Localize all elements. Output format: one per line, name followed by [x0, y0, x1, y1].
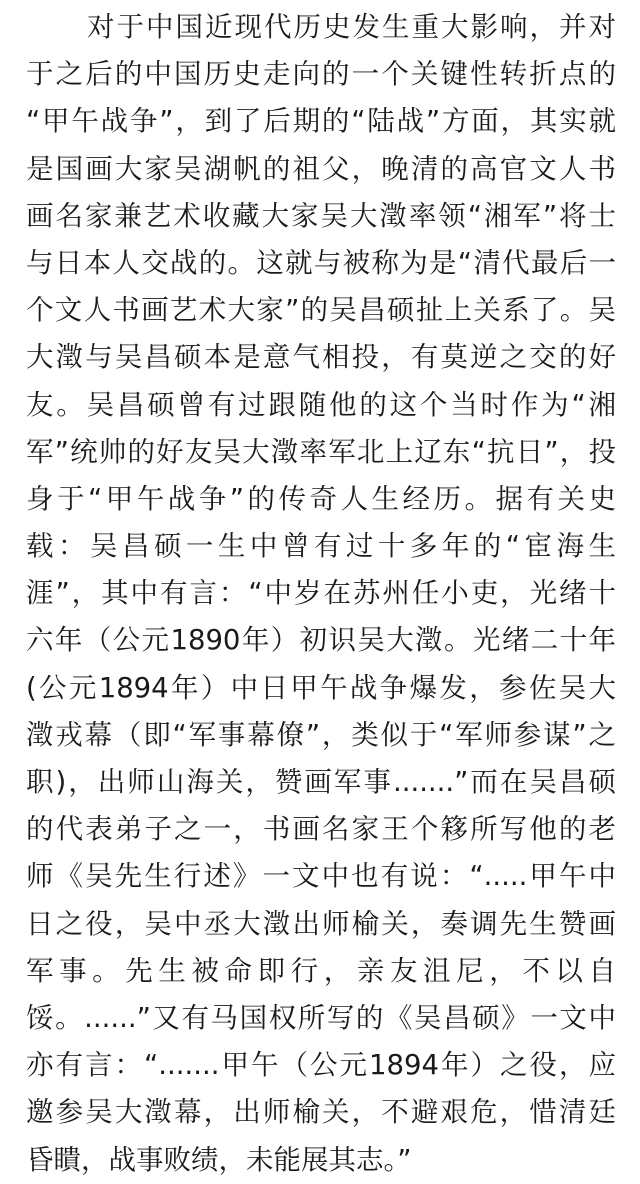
text-line: 个文人书画艺术大家”的吴昌硕扯上关系了。吴	[26, 294, 616, 327]
text-line: 与日本人交战的。这就与被称为是“清代最后一	[26, 246, 616, 279]
text-line: 军”统帅的好友吴大澂率军北上辽东“抗日”，投	[26, 435, 616, 468]
article-body	[26, 4, 616, 1184]
text-line: 身于“甲午战争”的传奇人生经历。据有关史	[26, 482, 616, 515]
text-line: 载：吴昌硕一生中曾有过十多年的“宦海生	[26, 530, 616, 563]
text-line: 六年（公元1890年）初识吴大澂。光绪二十年	[26, 624, 616, 657]
text-line: 昏瞶，战事败绩，未能展其志。”	[26, 1143, 412, 1176]
text-line: 友。吴昌硕曾有过跟随他的这个当时作为“湘	[26, 388, 616, 421]
text-line: 大澂与吴昌硕本是意气相投，有莫逆之交的好	[26, 341, 616, 374]
text-line: 于之后的中国历史走向的一个关键性转折点的	[26, 58, 616, 91]
text-line: (公元1894年）中日甲午战争爆发，参佐吴大	[26, 671, 616, 704]
text-line: 职)，出师山海关，赞画军事.......”而在吴昌硕	[26, 766, 616, 798]
text-line: 亦有言：“.......甲午（公元1894年）之役，应	[26, 1049, 616, 1082]
text-line: 对于中国近现代历史发生重大影响，并对	[87, 11, 616, 43]
text-line: 馁。......”又有马国权所写的《吴昌硕》一文中	[26, 1001, 616, 1034]
text-line: 师《吴先生行述》一文中也有说：“.....甲午中	[26, 860, 616, 893]
text-line: 画名家兼艺术收藏大家吴大澂率领“湘军”将士	[26, 199, 616, 232]
text-line: 澂戎幕（即“军事幕僚”，类似于“军师参谋”之	[26, 718, 616, 751]
text-line: 日之役，吴中丞大澂出师榆关，奏调先生赞画	[26, 907, 616, 940]
text-line: 军事。先生被命即行，亲友沮尼，不以自	[26, 954, 616, 987]
text-line: 邀参吴大澂幕，出师榆关，不避艰危，惜清廷	[26, 1096, 616, 1129]
text-line: 的代表弟子之一，书画名家王个簃所写他的老	[26, 813, 616, 846]
text-line: “甲午战争”，到了后期的“陆战”方面，其实就	[26, 105, 616, 138]
text-line: 涯”，其中有言：“中岁在苏州任小吏，光绪十	[26, 577, 616, 610]
text-line: 是国画大家吴湖帆的祖父，晚清的高官文人书	[26, 152, 616, 185]
